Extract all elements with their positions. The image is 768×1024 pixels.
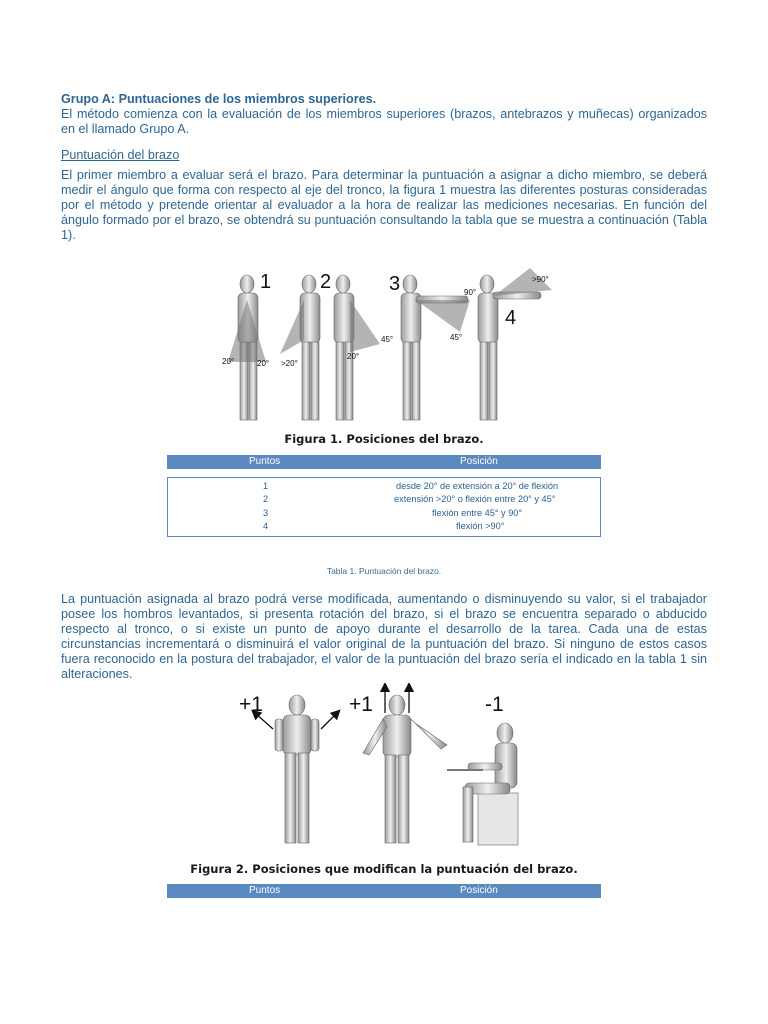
table1-cell-puntos: 1 bbox=[263, 481, 269, 491]
figure1-number-2: 2 bbox=[320, 271, 332, 293]
figure1-angle-label-2: 20° bbox=[257, 359, 270, 368]
table1-header bbox=[167, 455, 601, 469]
figure1-angle-label-1: 20° bbox=[222, 357, 235, 366]
figure1-number-3: 3 bbox=[389, 273, 401, 295]
table1-cell-posicion: flexión >90° bbox=[456, 521, 505, 531]
figure1-pose-3 bbox=[401, 275, 468, 420]
figure1-arm-positions bbox=[200, 262, 570, 432]
figure1-angle-label-8: >90° bbox=[532, 275, 549, 284]
figure1-angle-wedge-1 bbox=[228, 300, 266, 362]
table2-header bbox=[167, 884, 601, 898]
figure2-caption: Figura 2. Posiciones que modifican la puntuación del brazo. bbox=[190, 862, 578, 876]
table1-cell-puntos: 4 bbox=[263, 521, 269, 531]
table1-cell-posicion: flexión entre 45° y 90° bbox=[432, 508, 523, 518]
figure1-angle-label-6: 90° bbox=[464, 288, 477, 297]
figure1-angle-label-7: 45° bbox=[450, 333, 463, 342]
figure2-arrow-right bbox=[321, 713, 337, 729]
figure2-modifier-positions bbox=[233, 683, 543, 851]
figure1-angle-label-4: 20° bbox=[347, 352, 360, 361]
table-row bbox=[168, 507, 600, 519]
figure1-number-4: 4 bbox=[505, 307, 517, 329]
table-row bbox=[168, 520, 600, 532]
figure1-caption: Figura 1. Posiciones del brazo. bbox=[284, 432, 484, 446]
table1-cell-posicion: extensión >20° o flexión entre 20° y 45° bbox=[394, 494, 556, 504]
subheading-arm-score: Puntuación del brazo bbox=[61, 148, 180, 162]
document-body bbox=[61, 92, 707, 243]
figure2-label-minus1: -1 bbox=[485, 693, 504, 716]
table2-header-posicion: Posición bbox=[460, 885, 498, 896]
figure1-number-1: 1 bbox=[260, 271, 272, 293]
table1-cell-puntos: 2 bbox=[263, 494, 269, 504]
table1-body bbox=[167, 477, 601, 537]
figure2-label-plus1-b: +1 bbox=[349, 693, 373, 716]
figure2-pose-arm-abducted bbox=[363, 695, 447, 843]
table-row bbox=[168, 493, 600, 505]
figure1-pose-4 bbox=[478, 275, 541, 420]
table2-header-puntos: Puntos bbox=[249, 885, 281, 896]
section-heading: Grupo A: Puntuaciones de los miembros superiores. bbox=[61, 92, 377, 106]
figure1-angle-label-3: >20° bbox=[281, 359, 298, 368]
figure2-pose-shoulders-raised bbox=[275, 695, 319, 843]
intro-paragraph: El método comienza con la evaluación de los miembros superiores (brazos, antebrazos y muñecas) organizados en el llamado Grupo A. bbox=[61, 107, 707, 136]
table1-header-puntos: Puntos bbox=[249, 456, 281, 467]
figure2-pose-seated bbox=[463, 723, 518, 845]
table-row bbox=[168, 480, 600, 492]
figure1-angle-wedge-4 bbox=[416, 300, 470, 332]
figure2-label-plus1-a: +1 bbox=[239, 693, 263, 716]
document-body-2 bbox=[61, 592, 707, 682]
figure1-angle-wedge-3 bbox=[350, 300, 380, 352]
figure1-angle-label-5: 45° bbox=[381, 335, 394, 344]
figure1-pose-2 bbox=[300, 275, 320, 420]
paragraph-score-modifiers: La puntuación asignada al brazo podrá verse modificada, aumentando o disminuyendo su valor, si el trabajador posee los hombros levantados, si presenta rotación del brazo, si el brazo se encuentra separado o abducido respecto al tronco, o si existe un punto de apoyo durante el desarrollo de la tarea. Cada una de estas circunstancias incrementará o disminuirá el valor original de la puntuación del brazo. Si ninguno de estos casos fuera reconocido en la postura del trabajador, el valor de la puntuación del brazo sería el indicado en la tabla 1 sin alteraciones. bbox=[61, 592, 707, 681]
table1-cell-posicion: desde 20° de extensión a 20° de flexión bbox=[396, 481, 559, 491]
paragraph-arm-measurement: El primer miembro a evaluar será el brazo. Para determinar la puntuación a asignar a dicho miembro, se deberá medir el ángulo que forma con respecto al eje del tronco, la figura 1 muestra las diferentes posturas consideradas por el método y pretende orientar al evaluador a la hora de realizar las mediciones necesarias. En función del ángulo formado por el brazo, se obtendrá su puntuación consultando la tabla que se muestra a continuación (Tabla 1). bbox=[61, 168, 707, 242]
table1-cell-puntos: 3 bbox=[263, 508, 269, 518]
table1-caption: Tabla 1. Puntuación del brazo. bbox=[326, 566, 442, 576]
table1-header-posicion: Posición bbox=[460, 456, 498, 467]
